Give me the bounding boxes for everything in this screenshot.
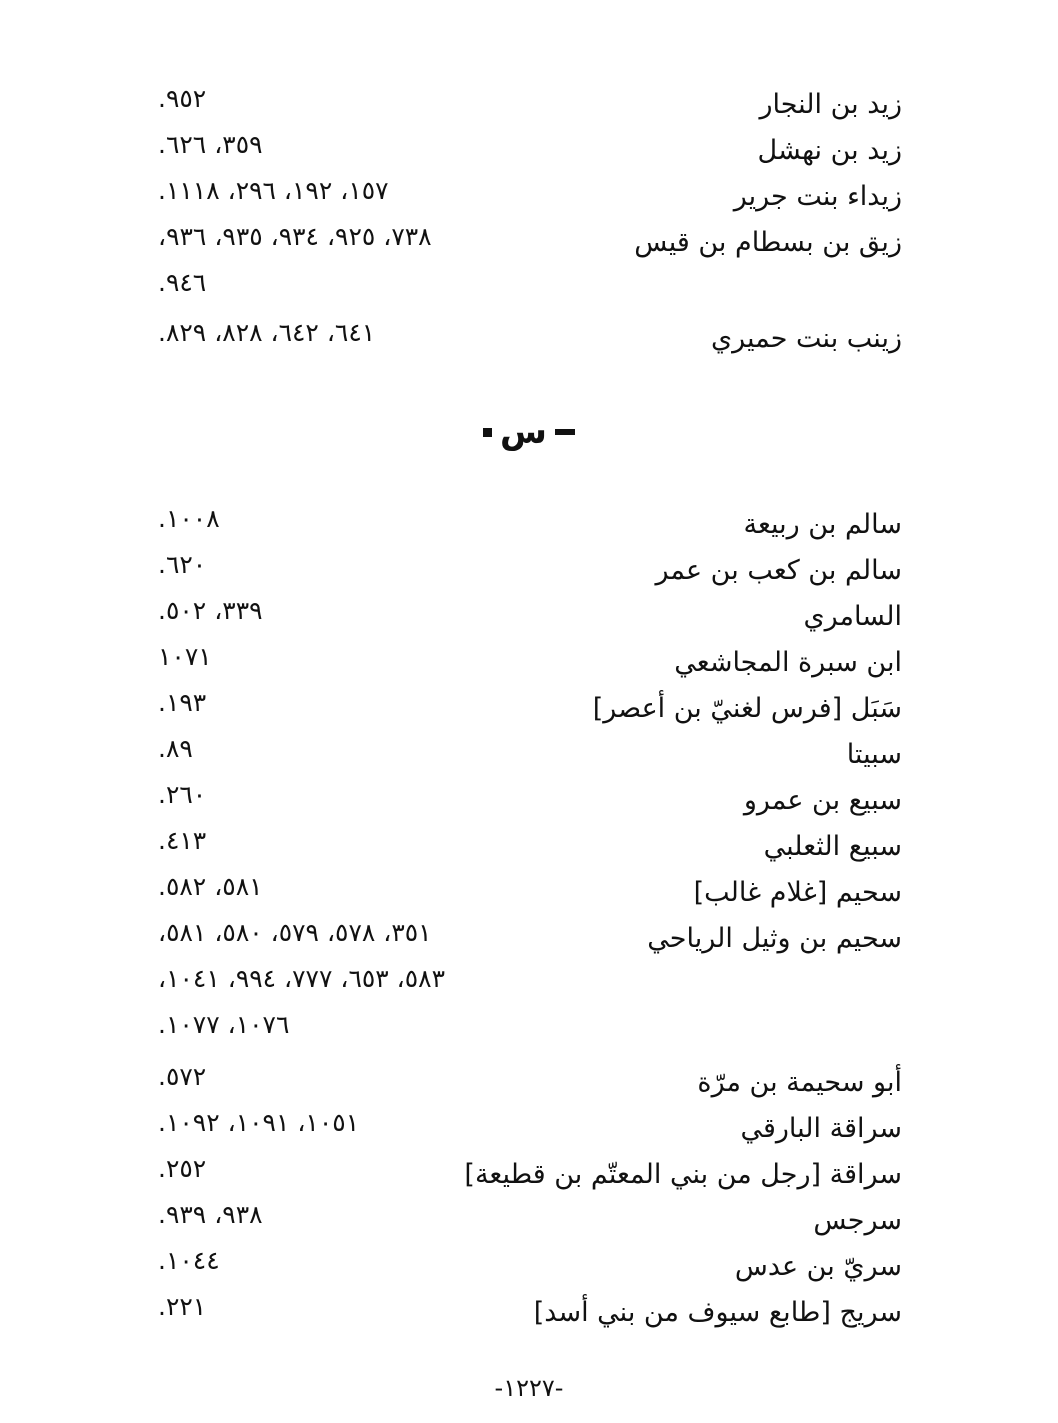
entry-pages: ١٠٧١ — [158, 642, 212, 671]
section-letter: س — [500, 412, 547, 452]
entry-pages: ١٠٤٤. — [158, 1246, 220, 1275]
entry-name: سرجس — [813, 1205, 902, 1236]
entry-pages: ١٠٥١، ١٠٩١، ١٠٩٢. — [158, 1108, 360, 1137]
entry-pages: ٩٥٢. — [158, 84, 207, 113]
entry-name: سالم بن ربيعة — [743, 509, 902, 540]
entry-pages: ٣٣٩، ٥٠٢. — [158, 596, 263, 625]
entry-name: سحيم [غلام غالب] — [693, 877, 902, 908]
entry-pages: ٥٨٣، ٦٥٣، ٧٧٧، ٩٩٤، ١٠٤١، — [158, 964, 446, 993]
index-entry — [150, 640, 902, 686]
entry-pages: ٢٦٠. — [158, 780, 207, 809]
entry-name: سَبَل [فرس لغنيّ بن أعصر] — [592, 693, 902, 724]
index-entry — [150, 548, 902, 594]
entry-pages: ٨٩. — [158, 734, 193, 763]
entry-pages: ٣٥٩، ٦٢٦. — [158, 130, 263, 159]
entry-pages: ٩٤٦. — [158, 268, 207, 297]
section-header-sin — [0, 408, 1058, 456]
entry-pages: ٥٨١، ٥٨٢. — [158, 872, 263, 901]
entry-name: سبيتا — [846, 739, 902, 770]
entry-name: أبو سحيمة بن مرّة — [697, 1067, 902, 1098]
entry-pages: ٥٧٢. — [158, 1062, 207, 1091]
entry-pages: ٣٥١، ٥٧٨، ٥٧٩، ٥٨٠، ٥٨١، — [158, 918, 432, 947]
index-entry — [150, 1198, 902, 1244]
index-entry-continuation — [150, 1008, 902, 1054]
index-entry — [150, 1290, 902, 1336]
entry-name: زيد بن النجار — [759, 89, 902, 120]
entry-pages: ٢٥٢. — [158, 1154, 207, 1183]
index-entry — [150, 502, 902, 548]
index-entry — [150, 686, 902, 732]
entry-pages: ١٠٧٦، ١٠٧٧. — [158, 1010, 290, 1039]
index-entry — [150, 778, 902, 824]
square-ornament-icon — [483, 428, 492, 437]
index-entry-continuation — [150, 266, 902, 312]
index-entry — [150, 316, 902, 362]
entry-name: سحيم بن وثيل الرياحي — [647, 923, 902, 954]
index-entry — [150, 1244, 902, 1290]
entry-name: زيد بن نهشل — [757, 135, 902, 166]
entry-name: سراقة البارقي — [740, 1113, 902, 1144]
index-entry — [150, 220, 902, 266]
entry-pages: ٤١٣. — [158, 826, 207, 855]
entry-pages: ٧٣٨، ٩٢٥، ٩٣٤، ٩٣٥، ٩٣٦، — [158, 222, 432, 251]
entry-pages: ١٩٣. — [158, 688, 207, 717]
entry-pages: ١٠٠٨. — [158, 504, 220, 533]
entry-name: ابن سبرة المجاشعي — [674, 647, 902, 678]
entry-name: سريج [طابع سيوف من بني أسد] — [533, 1297, 902, 1328]
index-entry — [150, 594, 902, 640]
entry-name: سريّ بن عدس — [734, 1251, 902, 1282]
entry-pages: ١٥٧، ١٩٢، ٢٩٦، ١١١٨. — [158, 176, 389, 205]
entry-name: سالم بن كعب بن عمر — [655, 555, 902, 586]
entry-name: زيداء بنت جرير — [733, 181, 902, 212]
index-entry — [150, 82, 902, 128]
entry-pages: ٩٣٨، ٩٣٩. — [158, 1200, 263, 1229]
entry-name: سبيع بن عمرو — [743, 785, 902, 816]
entry-name: السامري — [803, 601, 902, 632]
index-entry — [150, 1152, 902, 1198]
entry-name: زينب بنت حميري — [710, 323, 902, 354]
dash-ornament-icon — [555, 429, 575, 435]
index-entry — [150, 1106, 902, 1152]
entry-name: سراقة [رجل من بني المعتّم بن قطيعة] — [464, 1159, 902, 1190]
entry-pages: ٢٢١. — [158, 1292, 207, 1321]
index-entry — [150, 824, 902, 870]
entry-pages: ٦٤١، ٦٤٢، ٨٢٨، ٨٢٩. — [158, 318, 376, 347]
entry-name: زيق بن بسطام بن قيس — [634, 227, 902, 258]
index-entry — [150, 732, 902, 778]
entry-name: سبيع الثعلبي — [763, 831, 902, 862]
entry-pages: ٦٢٠. — [158, 550, 207, 579]
page-number: -١٢٢٧- — [494, 1374, 564, 1402]
